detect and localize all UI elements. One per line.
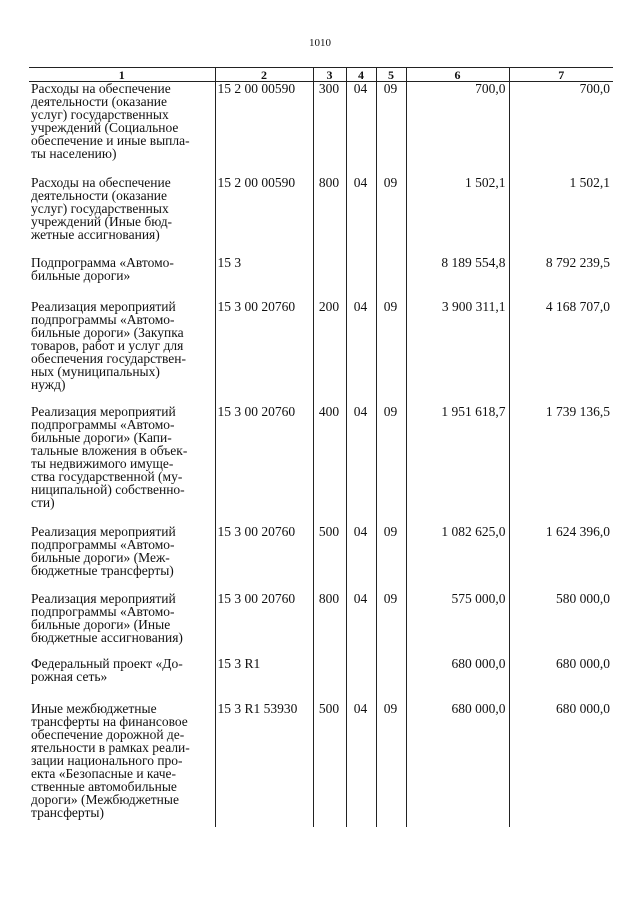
section-code: 04 <box>346 592 376 657</box>
subsection-code: 09 <box>376 702 406 827</box>
target-article-code: 15 3 R1 53930 <box>215 702 313 827</box>
table-row <box>29 82 613 177</box>
table-row <box>29 657 613 702</box>
column-header: 1 <box>29 68 215 82</box>
expense-type-code: 500 <box>313 702 346 827</box>
section-code <box>346 256 376 300</box>
column-header: 3 <box>313 68 346 82</box>
amount-col6: 1 502,1 <box>406 176 509 256</box>
section-code: 04 <box>346 300 376 405</box>
expense-type-code: 500 <box>313 525 346 592</box>
table-row <box>29 256 613 300</box>
item-name: Реализация мероприятий подпрограммы «Автомо- бильные дороги» (Меж- бюджетные трансферты) <box>31 524 176 578</box>
section-code: 04 <box>346 405 376 525</box>
section-code: 04 <box>346 176 376 256</box>
target-article-code: 15 3 00 20760 <box>215 525 313 592</box>
amount-col7: 700,0 <box>509 82 613 177</box>
target-article-code: 15 3 R1 <box>215 657 313 702</box>
subsection-code: 09 <box>376 82 406 177</box>
column-header: 5 <box>376 68 406 82</box>
target-article-code: 15 2 00 00590 <box>215 176 313 256</box>
target-article-code: 15 3 <box>215 256 313 300</box>
column-header-row <box>29 68 613 82</box>
amount-col7: 580 000,0 <box>509 592 613 657</box>
item-name: Федеральный проект «До- рожная сеть» <box>31 656 183 684</box>
amount-col7: 1 502,1 <box>509 176 613 256</box>
expense-type-code: 800 <box>313 176 346 256</box>
expense-type-code <box>313 657 346 702</box>
item-name: Иные межбюджетные трансферты на финансовое обеспечение дорожной де- ятельности в рамках реали- зации национального про- екта «Безопасные и каче- ственные автомобильные дороги» (Межбюджетные трансферты) <box>31 701 190 820</box>
section-code: 04 <box>346 82 376 177</box>
table-row <box>29 176 613 256</box>
item-name: Реализация мероприятий подпрограммы «Автомо- бильные дороги» (Капи- тальные вложения в объек- ты недвижимого имуще- ства государственной (му- ниципальной) собственно- сти) <box>31 404 188 510</box>
expense-type-code: 200 <box>313 300 346 405</box>
subsection-code: 09 <box>376 592 406 657</box>
expense-type-code: 400 <box>313 405 346 525</box>
amount-col6: 680 000,0 <box>406 702 509 827</box>
amount-col6: 1 951 618,7 <box>406 405 509 525</box>
amount-col6: 3 900 311,1 <box>406 300 509 405</box>
item-name: Расходы на обеспечение деятельности (оказание услуг) государственных учреждений (Иные бюд- жетные ассигнования) <box>31 175 173 242</box>
subsection-code <box>376 657 406 702</box>
column-header: 7 <box>509 68 613 82</box>
target-article-code: 15 3 00 20760 <box>215 592 313 657</box>
column-header: 6 <box>406 68 509 82</box>
table-row <box>29 702 613 827</box>
target-article-code: 15 2 00 00590 <box>215 82 313 177</box>
amount-col7: 1 624 396,0 <box>509 525 613 592</box>
column-header: 2 <box>215 68 313 82</box>
subsection-code: 09 <box>376 525 406 592</box>
table-row <box>29 525 613 592</box>
amount-col6: 575 000,0 <box>406 592 509 657</box>
table-row <box>29 405 613 525</box>
item-name: Реализация мероприятий подпрограммы «Автомо- бильные дороги» (Иные бюджетные ассигнования) <box>31 591 183 645</box>
section-code: 04 <box>346 702 376 827</box>
amount-col6: 700,0 <box>406 82 509 177</box>
item-name: Реализация мероприятий подпрограммы «Автомо- бильные дороги» (Закупка товаров, работ и услуг для обеспечения государствен- ных (муниципальных) нужд) <box>31 299 186 392</box>
expense-type-code: 300 <box>313 82 346 177</box>
subsection-code: 09 <box>376 300 406 405</box>
page-number: 1010 <box>309 37 331 49</box>
amount-col7: 4 168 707,0 <box>509 300 613 405</box>
amount-col7: 8 792 239,5 <box>509 256 613 300</box>
table-row <box>29 592 613 657</box>
subsection-code <box>376 256 406 300</box>
amount-col6: 8 189 554,8 <box>406 256 509 300</box>
subsection-code: 09 <box>376 405 406 525</box>
amount-col6: 680 000,0 <box>406 657 509 702</box>
subsection-code: 09 <box>376 176 406 256</box>
item-name: Подпрограмма «Автомо- бильные дороги» <box>31 255 174 283</box>
expense-type-code <box>313 256 346 300</box>
expense-type-code: 800 <box>313 592 346 657</box>
amount-col6: 1 082 625,0 <box>406 525 509 592</box>
target-article-code: 15 3 00 20760 <box>215 405 313 525</box>
amount-col7: 1 739 136,5 <box>509 405 613 525</box>
amount-col7: 680 000,0 <box>509 702 613 827</box>
section-code: 04 <box>346 525 376 592</box>
amount-col7: 680 000,0 <box>509 657 613 702</box>
section-code <box>346 657 376 702</box>
item-name: Расходы на обеспечение деятельности (оказание услуг) государственных учреждений (Социальное обеспечение и иные выпла- ты населению) <box>31 81 190 161</box>
column-header: 4 <box>346 68 376 82</box>
table-row <box>29 300 613 405</box>
target-article-code: 15 3 00 20760 <box>215 300 313 405</box>
budget-table <box>29 67 613 827</box>
